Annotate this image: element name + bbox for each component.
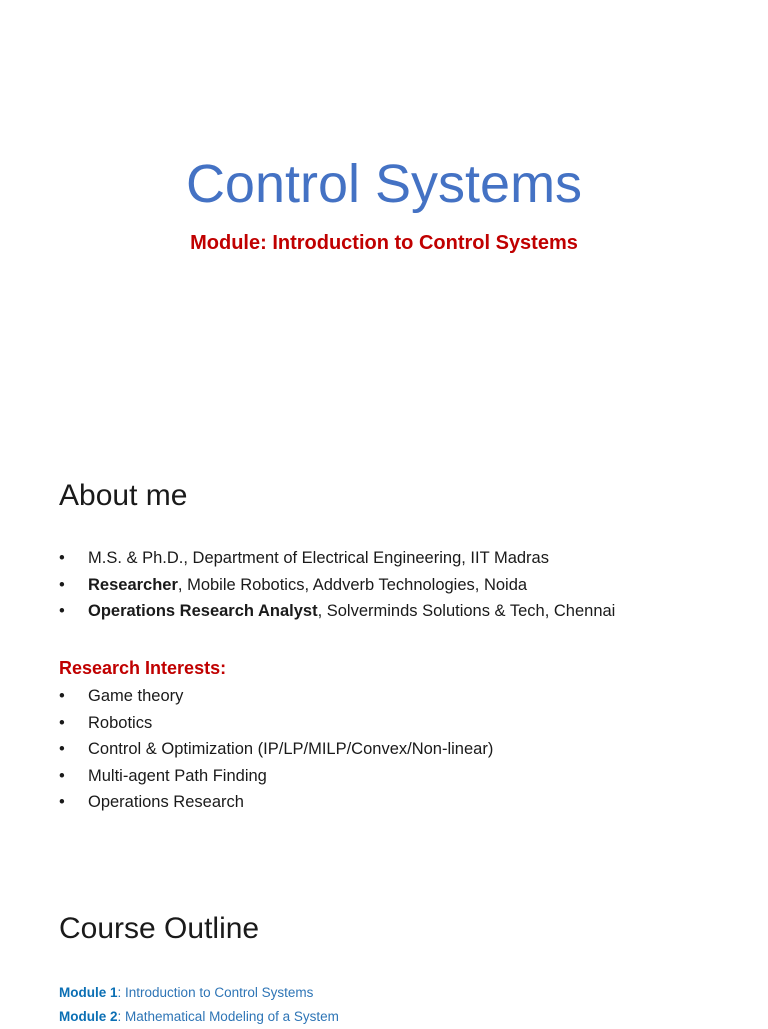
bullet-icon: •	[59, 713, 65, 732]
research-heading: Research Interests:	[59, 658, 227, 678]
bullet-icon: •	[59, 549, 65, 567]
bullet-icon: •	[59, 793, 65, 811]
module-link[interactable]: Module 1: Introduction to Control Systems	[59, 985, 314, 1000]
slide-subtitle: Module: Introduction to Control Systems	[190, 232, 578, 254]
list-item: • Robotics	[59, 710, 493, 737]
bullet-icon: •	[59, 687, 65, 705]
module-list	[59, 981, 339, 1029]
course-outline-heading: Course Outline	[59, 912, 260, 945]
bullet-icon: •	[59, 740, 65, 758]
list-item: • Operations Research	[59, 789, 493, 816]
list-item: • Control & Optimization (IP/LP/MILP/Convex/Non-linear)	[59, 736, 493, 763]
list-item: • Researcher, Mobile Robotics, Addverb Technologies, Noida	[59, 572, 615, 599]
bullet-icon: •	[59, 602, 65, 620]
module-link[interactable]: Module 2: Mathematical Modeling of a System	[59, 1009, 339, 1024]
list-item: • M.S. & Ph.D., Department of Electrical Engineering, IIT Madras	[59, 545, 615, 572]
bullet-icon: •	[59, 766, 65, 785]
slide-title: Control Systems	[185, 154, 583, 214]
research-list	[59, 683, 493, 816]
list-item: • Multi-agent Path Finding	[59, 763, 493, 790]
list-item: • Game theory	[59, 683, 493, 710]
about-list	[59, 545, 615, 625]
list-item: • Operations Research Analyst, Solverminds Solutions & Tech, Chennai	[59, 598, 615, 625]
bullet-icon: •	[59, 575, 65, 594]
about-heading: About me	[59, 479, 188, 512]
